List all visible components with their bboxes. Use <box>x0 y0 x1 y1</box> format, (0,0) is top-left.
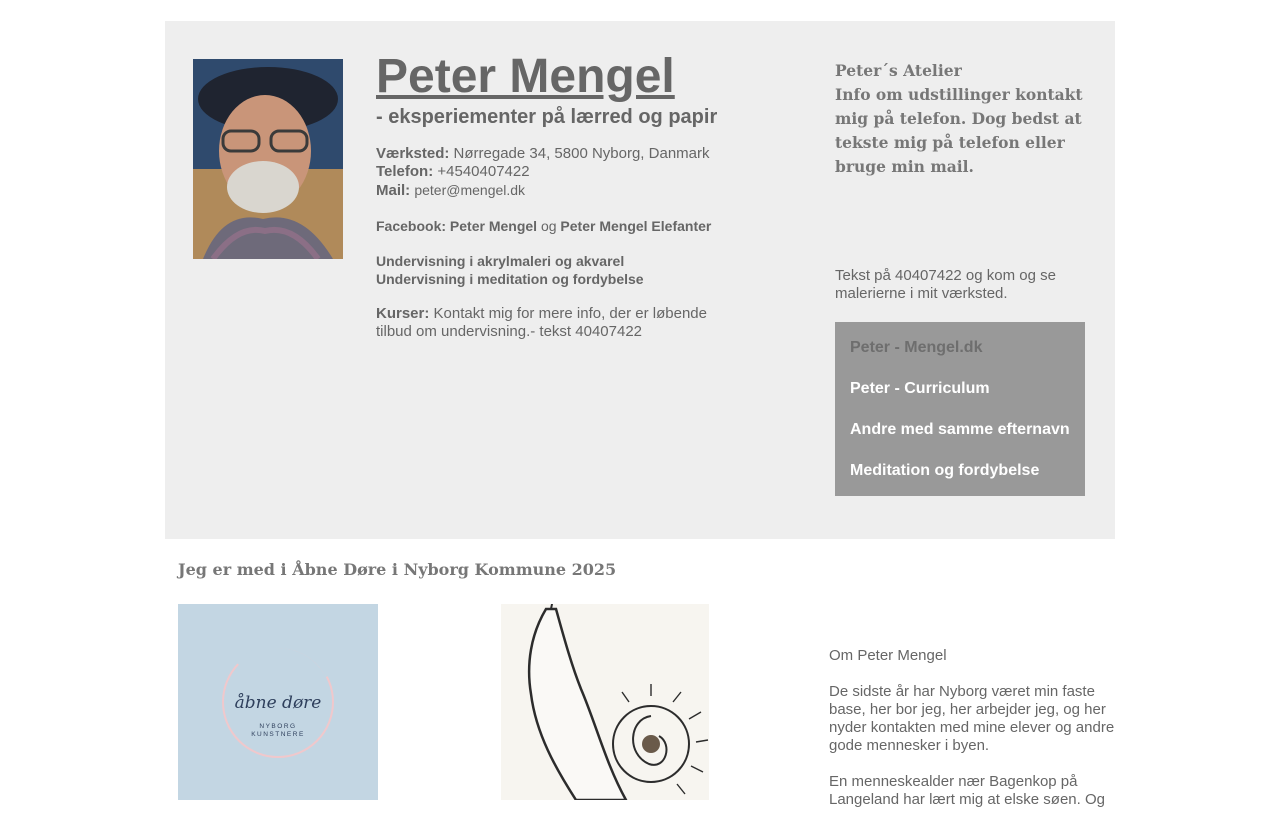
workshop-row <box>376 145 721 163</box>
workshop-label: Værksted: <box>376 145 450 162</box>
open-doors-poster <box>178 604 378 800</box>
contact-info <box>376 145 721 341</box>
teaching-line-1 <box>376 252 721 270</box>
facebook-label: Facebook: <box>376 218 447 234</box>
phone-label: Telefon: <box>376 163 434 180</box>
mail-link[interactable]: peter@mengel.dk <box>414 182 526 198</box>
facebook-link-elefanter[interactable]: Peter Mengel Elefanter <box>560 218 712 234</box>
menu-item-same-surname[interactable]: Andre med samme efternavn <box>850 421 1070 438</box>
teaching-line-2 <box>376 270 721 288</box>
menu-item-meditation[interactable]: Meditation og fordybelse <box>850 462 1040 479</box>
facebook-link-peter-mengel[interactable]: Peter Mengel <box>449 218 538 234</box>
poster-line-1: NYBORG <box>259 723 297 730</box>
atelier-visit-text: Tekst på 40407422 og kom og se malerierne i mit værksted. <box>835 267 1056 302</box>
mail-row <box>376 181 721 200</box>
courses-text: Kontakt mig for mere info, der er løbende tilbud om undervisning.- tekst 40407422 <box>376 305 707 340</box>
portrait-photo <box>193 59 343 259</box>
workshop-address: Nørregade 34, 5800 Nyborg, Danmark <box>453 145 710 162</box>
site-subtitle: - eksperiementer på lærred og papir <box>376 106 718 128</box>
header-panel <box>165 21 1115 539</box>
menu-item-curriculum[interactable]: Peter - Curriculum <box>850 380 990 397</box>
courses-label: Kurser: <box>376 305 430 322</box>
about-title: Om Peter Mengel <box>829 647 947 664</box>
phone-row <box>376 163 721 181</box>
facebook-og: og <box>540 218 557 234</box>
about-paragraph-2: En menneskealder nær Bagenkop på Langeland har lært mig at elske søen. Og <box>829 773 1105 808</box>
facebook-row <box>376 217 721 235</box>
teaching-text-1: Undervisning i akrylmaleri og akvarel <box>376 253 625 269</box>
poster-script-text: åbne døre <box>234 693 322 713</box>
teaching-text-2: Undervisning i meditation og fordybelse <box>376 271 644 287</box>
courses-row <box>376 305 721 341</box>
nav-menu <box>835 322 1085 496</box>
phone-number: +4540407422 <box>437 163 530 180</box>
atelier-body: Info om udstillinger kontakt mig på telefon. Dog bedst at tekste mig på telefon eller bruge min mail. <box>835 85 1083 176</box>
poster-line-2: KUNSTNERE <box>251 731 305 738</box>
about-paragraph-1: De sidste år har Nyborg været min faste base, her bor jeg, her arbejder jeg, og her nyder kontakten med mine elever og andre gode mennesker i byen. <box>829 683 1115 754</box>
atelier-title: Peter´s Atelier <box>835 61 962 80</box>
mail-label: Mail: <box>376 182 411 199</box>
atelier-block <box>835 59 1085 179</box>
about-section <box>829 647 1119 827</box>
artwork-drawing <box>501 604 709 800</box>
menu-item-mengel-dk[interactable]: Peter - Mengel.dk <box>850 339 983 356</box>
open-doors-heading: Jeg er med i Åbne Døre i Nyborg Kommune 2025 <box>178 560 617 579</box>
site-title-link[interactable]: Peter Mengel <box>376 50 675 103</box>
